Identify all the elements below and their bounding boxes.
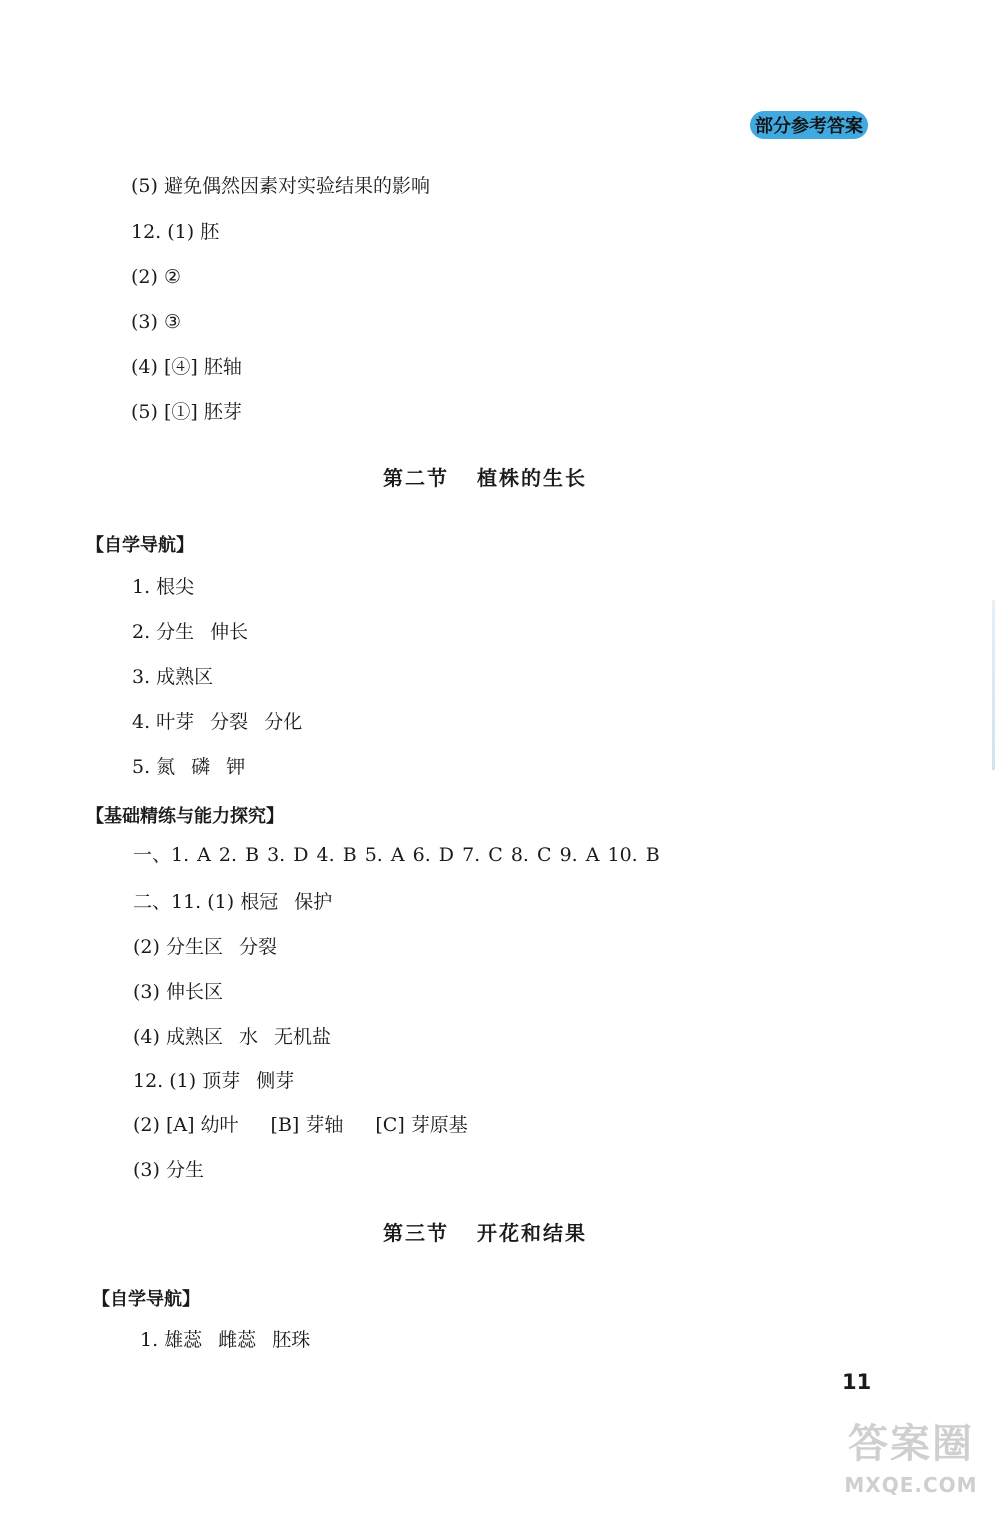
list-item: 5. 氮 磷 钾 — [132, 756, 246, 778]
answer-line: (2) ② — [131, 266, 181, 288]
section-label-jichu: 【基础精练与能力探究】 — [86, 806, 284, 827]
list-item: 4. 叶芽 分裂 分化 — [132, 711, 303, 733]
answer-line: (3) 分生 — [133, 1159, 204, 1181]
answer-line: (5) 避免偶然因素对实验结果的影响 — [131, 175, 430, 197]
section-heading — [0, 1217, 970, 1246]
section-title: 开花和结果 — [477, 1221, 587, 1245]
list-item: 1. 根尖 — [132, 576, 195, 598]
watermark-url: MXQE.COM — [844, 1473, 978, 1497]
answer-line: (4) [④] 胚轴 — [131, 356, 242, 378]
section-number: 第二节 — [383, 466, 449, 490]
answer-line: (4) 成熟区 水 无机盐 — [133, 1026, 331, 1048]
answer-line: (2) [A] 幼叶 [B] 芽轴 [C] 芽原基 — [133, 1114, 468, 1136]
section-number: 第三节 — [383, 1221, 449, 1245]
list-item: 1. 雄蕊 雌蕊 胚珠 — [140, 1329, 311, 1351]
list-item: 2. 分生 伸长 — [132, 621, 249, 643]
page-edge-mark — [992, 600, 995, 770]
choice-answers: 一、1. A 2. B 3. D 4. B 5. A 6. D 7. C 8. C 9. A 10. B — [133, 844, 660, 866]
section-title: 植株的生长 — [477, 466, 587, 490]
answer-line: 12. (1) 顶芽 侧芽 — [133, 1070, 295, 1092]
answer-line: 二、11. (1) 根冠 保护 — [133, 891, 333, 913]
section-heading — [0, 462, 970, 491]
section-label-zixue: 【自学导航】 — [92, 1289, 200, 1310]
page-number: 11 — [842, 1370, 872, 1394]
watermark-logo-text: 答案圈 — [848, 1421, 974, 1467]
watermark — [826, 1412, 996, 1497]
answer-line: (5) [①] 胚芽 — [131, 401, 242, 423]
answer-line: (3) 伸长区 — [133, 981, 223, 1003]
section-label-zixue: 【自学导航】 — [86, 535, 194, 556]
answer-line: (2) 分生区 分裂 — [133, 936, 277, 958]
list-item: 3. 成熟区 — [132, 666, 214, 688]
section-badge: 部分参考答案 — [750, 111, 868, 139]
answer-line: (3) ③ — [131, 311, 181, 333]
answer-line: 12. (1) 胚 — [131, 221, 220, 243]
